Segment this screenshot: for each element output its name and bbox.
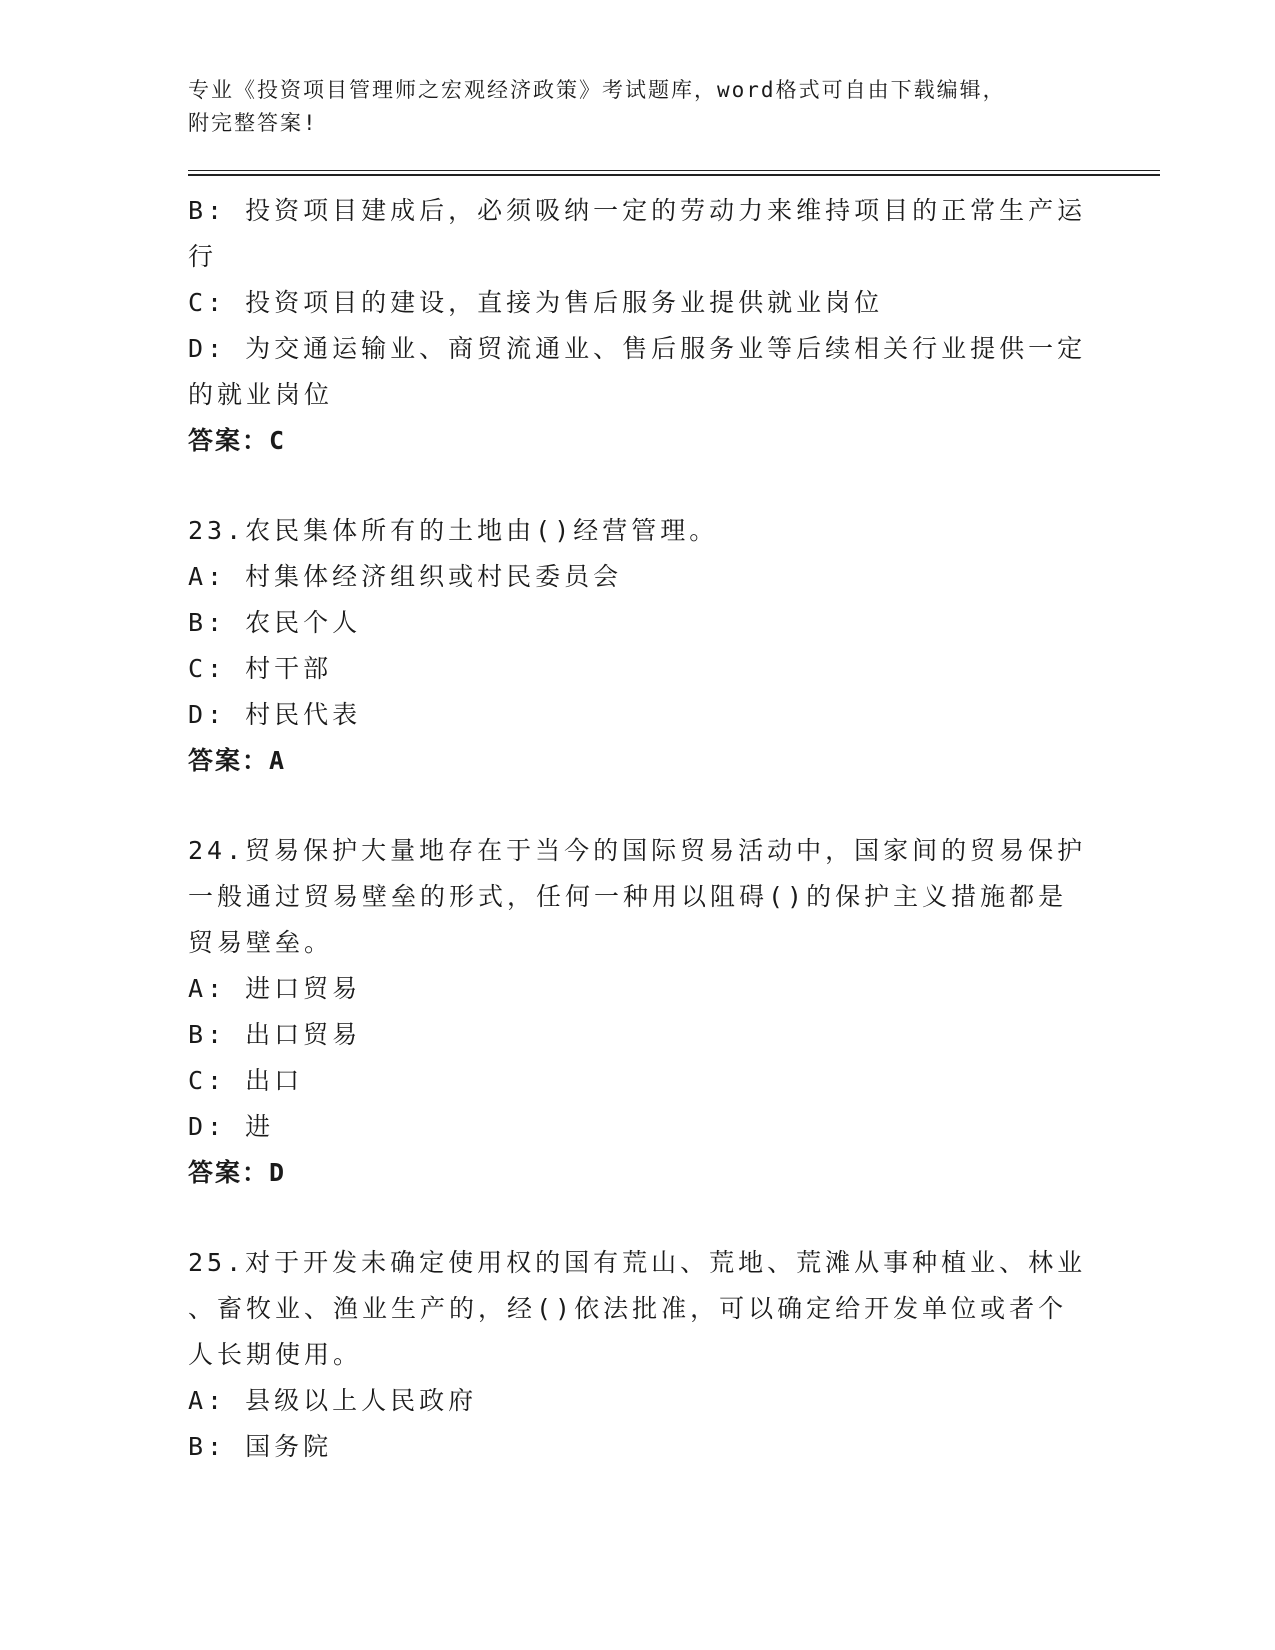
option-d: D: 为交通运输业、商贸流通业、售后服务业等后续相关行业提供一定 — [188, 334, 1087, 363]
header-line-1: 专业《投资项目管理师之宏观经济政策》考试题库，word格式可自由下载编辑， — [188, 78, 1006, 102]
option-b-wrap: 行 — [188, 242, 218, 271]
question-25 — [188, 1240, 1088, 1470]
option-d-wrap: 的就业岗位 — [188, 380, 334, 409]
question-23-option-a: A: 村集体经济组织或村民委员会 — [188, 562, 623, 591]
question-24-option-d: D: 进 — [188, 1112, 275, 1141]
answer-24: 答案：D — [188, 1158, 287, 1187]
spacer — [188, 1196, 1088, 1240]
question-25-stem-3: 人长期使用。 — [188, 1340, 363, 1369]
question-24-option-b: B: 出口贸易 — [188, 1020, 362, 1049]
question-content — [188, 188, 1088, 1470]
header-divider-bottom — [188, 174, 1160, 176]
question-22-continued — [188, 188, 1088, 464]
option-b: B: 投资项目建成后，必须吸纳一定的劳动力来维持项目的正常生产运 — [188, 196, 1087, 225]
question-25-option-a: A: 县级以上人民政府 — [188, 1386, 478, 1415]
header-divider-top — [188, 170, 1160, 171]
question-24-option-a: A: 进口贸易 — [188, 974, 362, 1003]
question-25-stem-2: 、畜牧业、渔业生产的，经()依法批准，可以确定给开发单位或者个 — [188, 1294, 1068, 1323]
question-24-stem-3: 贸易壁垒。 — [188, 928, 334, 957]
option-c: C: 投资项目的建设，直接为售后服务业提供就业岗位 — [188, 288, 884, 317]
header-line-2: 附完整答案! — [188, 111, 318, 135]
document-header — [188, 74, 1088, 140]
answer-22: 答案：C — [188, 426, 287, 455]
question-24 — [188, 828, 1088, 1196]
question-24-option-c: C: 出口 — [188, 1066, 304, 1095]
question-23-option-b: B: 农民个人 — [188, 608, 362, 637]
question-23-stem: 23.农民集体所有的土地由()经营管理。 — [188, 516, 719, 545]
question-25-stem-1: 25.对于开发未确定使用权的国有荒山、荒地、荒滩从事种植业、林业 — [188, 1248, 1087, 1277]
question-24-stem-2: 一般通过贸易壁垒的形式，任何一种用以阻碍()的保护主义措施都是 — [188, 882, 1068, 911]
question-24-stem-1: 24.贸易保护大量地存在于当今的国际贸易活动中，国家间的贸易保护 — [188, 836, 1087, 865]
spacer — [188, 464, 1088, 508]
question-23 — [188, 508, 1088, 784]
spacer — [188, 784, 1088, 828]
question-23-option-d: D: 村民代表 — [188, 700, 362, 729]
question-23-option-c: C: 村干部 — [188, 654, 333, 683]
question-25-option-b: B: 国务院 — [188, 1432, 333, 1461]
answer-23: 答案：A — [188, 746, 287, 775]
